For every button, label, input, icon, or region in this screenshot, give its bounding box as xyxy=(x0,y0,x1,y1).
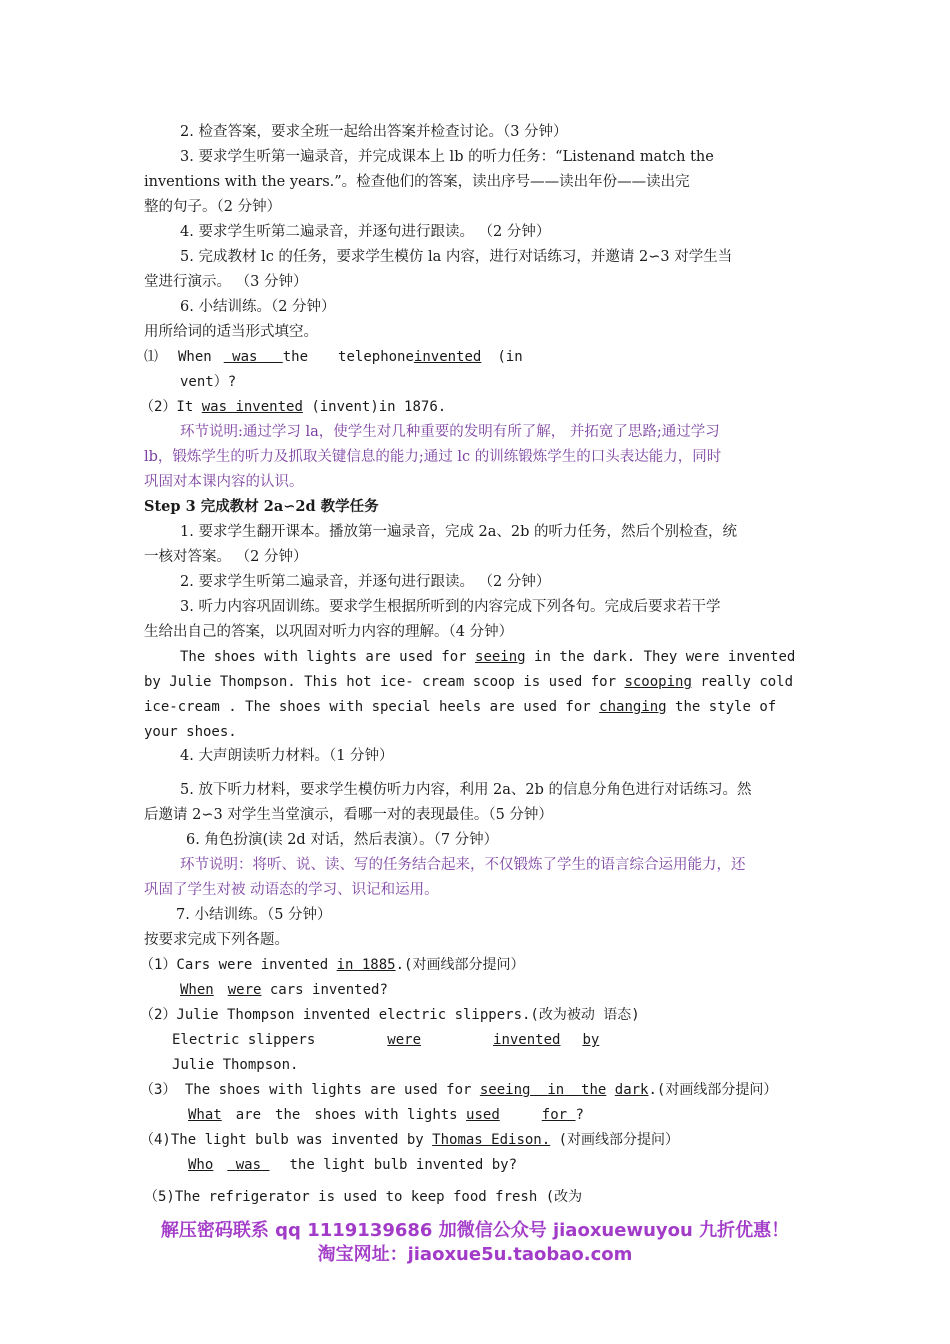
answer-blank: for xyxy=(541,1107,568,1123)
step2-item-6: 6. 小结训练。（2 分钟） xyxy=(180,299,336,315)
answer-blank: were xyxy=(227,982,262,998)
exercise-1-answer: When were cars invented? xyxy=(180,982,388,998)
word: the xyxy=(282,349,309,365)
answer-blank: used xyxy=(466,1107,500,1123)
answer-blank: seeing in the xyxy=(479,1082,607,1098)
footer-shop-url[interactable]: 淘宝网址：jiaoxue5u.taobao.com xyxy=(317,1244,633,1265)
step3-item-2: 2. 要求学生听第二遍录音，并逐句进行跟读。 （2 分钟） xyxy=(180,574,551,590)
listening-passage-line3: ice-cream . The shoes with special heels are used for changing the style of xyxy=(144,699,777,715)
step3-heading: Step 3 完成教材 2a∽2d 教学任务 xyxy=(144,498,379,515)
listening-passage-line2: by Julie Thompson. This hot ice- cream scoop is used for scooping really cold xyxy=(144,674,794,690)
step3-item-5-line2: 后邀请 2∽3 对学生当堂演示，看哪一对的表现最佳。（5 分钟） xyxy=(144,807,553,823)
word: When xyxy=(178,349,212,365)
listening-passage-line4: your shoes. xyxy=(144,724,237,740)
step2-item-3-line2: inventions with the years.”。检查他们的答案，读出序号——读出年份——读出完 xyxy=(144,174,690,190)
word: telephone xyxy=(338,349,414,365)
step2-item-3-line1: 3. 要求学生听第一遍录音，并完成课本上 lb 的听力任务：“Listenand match the xyxy=(180,149,714,165)
word: (in xyxy=(497,349,523,365)
section-note-line2: 巩固了学生对被 动语态的学习、识记和运用。 xyxy=(144,882,439,898)
step3-item-3-line2: 生给出自己的答案，以巩固对听力内容的理解。（4 分钟） xyxy=(144,624,514,640)
fill-question-1 xyxy=(144,347,523,367)
answer-blank: was xyxy=(232,349,258,365)
exercise-requirement: 按要求完成下列各题。 xyxy=(144,932,289,948)
fill-question-2: （2）It was invented (invent)in 1876. xyxy=(140,399,447,415)
listening-passage-line1: The shoes with lights are used for seeing in the dark. They were invented xyxy=(180,649,796,665)
step3-item-1-line1: 1. 要求学生翻开课本。播放第一遍录音，完成 2a、2b 的听力任务，然后个别检查，统 xyxy=(180,524,738,540)
step2-item-5-line2: 堂进行演示。 （3 分钟） xyxy=(144,274,308,290)
section-note-line3: 巩固对本课内容的认识。 xyxy=(144,474,304,490)
answer-blank: was invented xyxy=(201,399,303,415)
step3-item-4: 4. 大声朗读听力材料。（1 分钟） xyxy=(180,748,394,764)
answer-blank: When xyxy=(180,982,214,998)
exercise-3-answer: What are the shoes with lights used for ? xyxy=(188,1107,584,1123)
step2-item-4: 4. 要求学生听第二遍录音，并逐句进行跟读。 （2 分钟） xyxy=(180,224,551,240)
answer-blank: Who xyxy=(188,1157,214,1173)
answer-blank: Thomas Edison. xyxy=(432,1132,551,1148)
answer-blank: dark xyxy=(614,1082,649,1098)
exercise-4-question: （4)The light bulb was invented by Thomas Edison. (对画线部分提问） xyxy=(140,1132,680,1148)
section-note-line1: 环节说明：将听、说、读、写的任务结合起来，不仅锻炼了学生的语言综合运用能力，还 xyxy=(180,857,746,873)
fill-question-1-cont: vent）? xyxy=(180,374,237,390)
step3-item-5-line1: 5. 放下听力材料，要求学生模仿听力内容，利用 2a、2b 的信息分角色进行对话练习。然 xyxy=(180,782,752,798)
exercise-1-question: （1）Cars were invented in 1885.(对画线部分提问） xyxy=(140,957,525,973)
exercise-5-question: （5)The refrigerator is used to keep food fresh (改为 xyxy=(144,1189,583,1205)
exercise-3-question: （3） The shoes with lights are used for seeing in the dark.(对画线部分提问） xyxy=(140,1082,778,1098)
answer-blank: was xyxy=(235,1157,262,1173)
answer-blank: invented xyxy=(493,1032,561,1048)
exercise-2-answer: Electric slippers were invented by xyxy=(172,1032,600,1048)
answer-blank: by xyxy=(582,1032,600,1048)
answer-blank: seeing xyxy=(475,649,526,665)
step2-item-5-line1: 5. 完成教材 lc 的任务，要求学生模仿 la 内容，进行对话练习，并邀请 2∽3 对学生当 xyxy=(180,249,733,265)
footer-contact: 解压密码联系 qq 1119139686 加微信公众号 jiaoxuewuyou 九折优惠！ xyxy=(160,1220,790,1241)
answer-blank: What xyxy=(188,1107,222,1123)
step2-item-3-line3: 整的句子。（2 分钟） xyxy=(144,199,282,215)
exercise-4-answer: Who was the light bulb invented by? xyxy=(188,1157,518,1173)
answer-blank: in 1885 xyxy=(336,957,396,973)
question-number: ⑴ xyxy=(144,349,158,365)
step3-item-6: 6. 角色扮演(读 2d 对话，然后表演）。（7 分钟） xyxy=(186,832,499,848)
step3-item-3-line1: 3. 听力内容巩固训练。要求学生根据所听到的内容完成下列各句。完成后要求若干学 xyxy=(180,599,721,615)
exercise-2-question: （2）Julie Thompson invented electric slippers.(改为被动 语态) xyxy=(140,1007,640,1023)
step2-item-2: 2. 检查答案，要求全班一起给出答案并检查讨论。（3 分钟） xyxy=(180,124,568,140)
section-note-line2: lb，锻炼学生的听力及抓取关键信息的能力;通过 lc 的训练锻炼学生的口头表达能力，同时 xyxy=(144,449,722,465)
answer-blank: changing xyxy=(599,699,667,715)
step3-item-7: 7. 小结训练。（5 分钟） xyxy=(176,907,332,923)
fill-in-title: 用所给词的适当形式填空。 xyxy=(144,324,318,340)
step3-item-1-line2: 一核对答案。 （2 分钟） xyxy=(144,549,308,565)
answer-blank: invented xyxy=(413,349,482,365)
section-note-line1: 环节说明:通过学习 la，使学生对几种重要的发明有所了解， 并拓宽了思路;通过学习 xyxy=(180,424,720,440)
answer-blank: scooping xyxy=(624,674,692,690)
exercise-2-answer-cont: Julie Thompson. xyxy=(172,1057,299,1073)
answer-blank: were xyxy=(387,1032,422,1048)
